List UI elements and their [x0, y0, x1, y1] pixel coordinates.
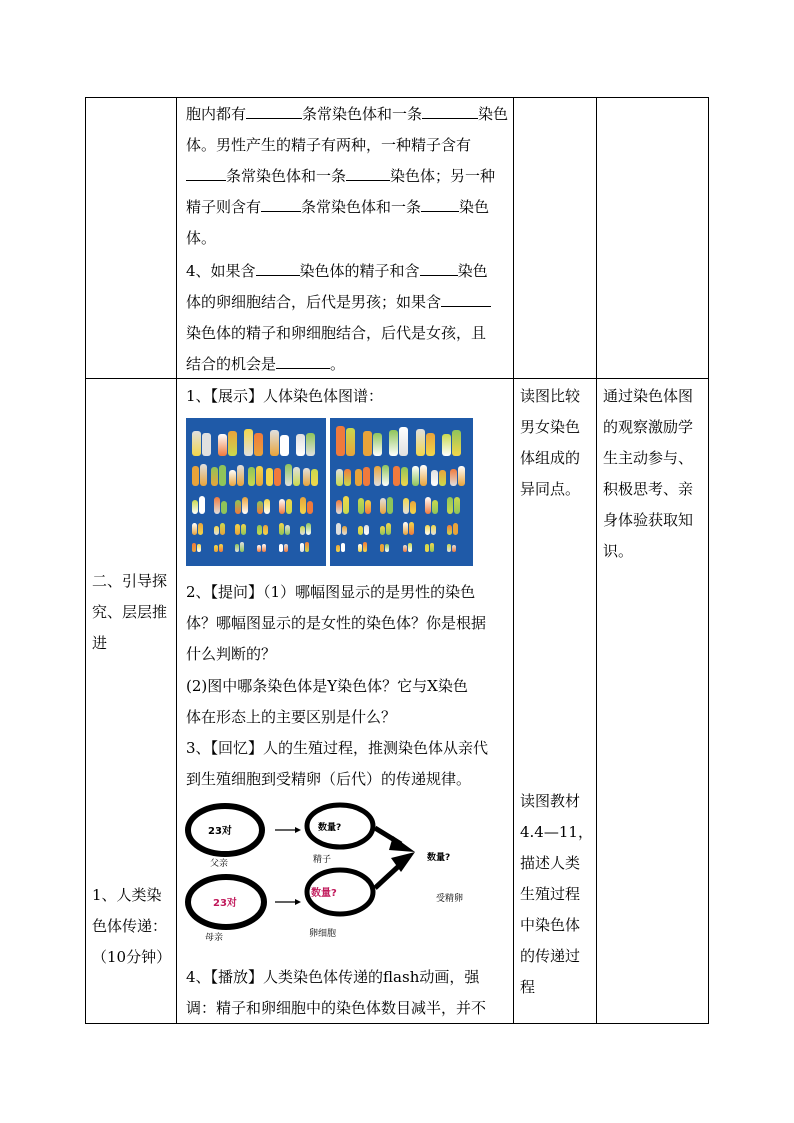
chromosome-shape [240, 542, 244, 552]
chromosome-shape [442, 434, 451, 456]
egg-count: 数量? [311, 888, 337, 899]
chromosome-shape [387, 497, 393, 514]
chromosome-shape [192, 543, 196, 552]
text-line: 胞内都有 条常染色体和一条 染色 [186, 99, 508, 130]
chromosome-shape [218, 434, 227, 456]
chromosome-shape [300, 497, 306, 514]
chromosome-shape [274, 468, 281, 486]
chromosome-shape [430, 543, 434, 552]
chromosome-shape [270, 430, 279, 456]
chromosome-shape [235, 544, 239, 552]
chromosome-shape [458, 466, 465, 486]
chromosome-shape [284, 544, 288, 552]
chromosome-shape [286, 499, 292, 514]
student-activity-2: 读图教材 4.4—11， 描述人类 生殖过程 中染色体 的传递过 程 [520, 792, 593, 996]
text-line: 体。 [186, 229, 217, 247]
stage-title-line: 进 [92, 634, 108, 652]
chromosome-shape [432, 500, 438, 514]
chromosome-shape [343, 496, 349, 514]
chromosome-shape [363, 467, 370, 486]
chromosome-shape [399, 427, 408, 456]
table-col-divider-2 [513, 97, 514, 1024]
design-intent: 通过染色体图 的观察激励学 生主动参与、 积极思考、亲 身体验获取知 识。 [603, 387, 694, 560]
table-col-divider-1 [176, 97, 177, 1024]
chromosome-shape [342, 526, 347, 535]
chromosome-shape [280, 435, 289, 456]
chromosome-shape [426, 433, 435, 456]
chromosome-shape [311, 469, 318, 486]
table-col-divider-3 [596, 97, 597, 1024]
chromosome-shape [307, 501, 313, 514]
chromosome-shape [263, 525, 268, 535]
chromosome-shape [336, 426, 345, 456]
chromosome-shape [336, 469, 343, 486]
chromosome-shape [198, 523, 203, 535]
chromosome-shape [262, 544, 266, 552]
chromosome-shape [393, 466, 400, 486]
text-line: 精子则含有 条常染色体和一条 染色 [186, 192, 489, 223]
karyotype-image-female [330, 418, 473, 566]
chromosome-shape [410, 501, 416, 514]
chromosome-shape [412, 466, 419, 486]
chromosome-shape [242, 497, 248, 514]
chromosome-shape [257, 525, 262, 535]
chromosome-shape [365, 500, 371, 514]
chromosome-shape [192, 466, 199, 486]
paragraph-recall: 3、【回忆】人的生殖过程，推测染色体从亲代 到生殖细胞到受精卵（后代）的传递规律。 [186, 739, 489, 788]
chromosome-shape [219, 465, 226, 486]
chromosome-shape [200, 464, 207, 486]
chromosome-shape [416, 429, 425, 456]
chromosome-shape [266, 468, 273, 486]
sperm-label: 精子 [313, 855, 332, 865]
table-border-left [85, 97, 86, 1024]
chromosome-shape [341, 543, 345, 552]
chromosome-shape [306, 523, 311, 535]
chromosome-shape [192, 431, 201, 456]
text-line: 条常染色体和一条 染色体；另一种 [186, 161, 495, 192]
chromosome-shape [237, 465, 244, 486]
text-line: 4、如果含 染色体的精子和含 染色 [186, 256, 488, 287]
chromosome-shape [382, 465, 389, 486]
chromosome-shape [403, 522, 408, 535]
reproduction-diagram [183, 796, 483, 946]
chromosome-shape [285, 464, 292, 486]
chromosome-shape [447, 497, 453, 514]
chromosome-shape [235, 524, 240, 535]
paragraph-question-1: 2、【提问】（1）哪幅图显示的是男性的染色 体？哪幅图显示的是女性的染色体？你是根据 什么判断的？ [186, 583, 487, 663]
chromosome-shape [229, 470, 236, 486]
chromosome-shape [425, 497, 431, 514]
chromosome-shape [409, 522, 414, 535]
chromosome-shape [219, 544, 223, 552]
chromosome-shape [336, 545, 340, 552]
chromosome-shape [235, 500, 241, 514]
chromosome-shape [358, 526, 363, 535]
chromosome-shape [452, 430, 461, 456]
chromosome-shape [264, 499, 270, 514]
chromosome-shape [386, 523, 391, 535]
chromosome-shape [192, 500, 198, 514]
chromosome-shape [431, 525, 436, 535]
chromosome-shape [214, 526, 219, 535]
paragraph-question-2: (2)图中哪条染色体是Y染色体？它与X染色 体在形态上的主要区别是什么？ [186, 677, 468, 726]
chromosome-shape [389, 430, 398, 456]
chromosome-shape [336, 500, 342, 514]
chromosome-shape [279, 523, 284, 535]
chromosome-shape [303, 468, 310, 486]
chromosome-shape [293, 467, 300, 486]
chromosome-shape [306, 433, 315, 456]
chromosome-shape [425, 544, 429, 552]
mother-label: 母亲 [205, 933, 224, 943]
chromosome-shape [453, 523, 458, 535]
chromosome-shape [220, 523, 225, 535]
sub-title-line: 色体传递： [92, 917, 168, 935]
chromosome-shape [344, 469, 351, 486]
chromosome-shape [363, 431, 372, 456]
chromosome-shape [221, 501, 227, 514]
mother-count: 23对 [213, 898, 237, 909]
chromosome-shape [363, 542, 367, 552]
chromosome-shape [401, 467, 408, 486]
chromosome-shape [358, 498, 364, 514]
father-count: 23对 [208, 826, 232, 837]
chromosome-shape [228, 431, 237, 456]
chromosome-shape [279, 499, 285, 514]
chromosome-shape [447, 544, 451, 552]
chromosome-shape [373, 433, 382, 456]
chromosome-shape [202, 433, 211, 456]
paragraph-play: 4、【播放】人类染色体传递的flash动画，强 调：精子和卵细胞中的染色体数目减半，并不 [186, 968, 487, 1017]
text-line: 体。男性产生的精子有两种，一种精子含有 [186, 136, 472, 154]
chromosome-shape [211, 467, 218, 486]
chromosome-shape [256, 466, 263, 486]
chromosome-shape [380, 544, 384, 552]
chromosome-shape [420, 465, 427, 486]
sperm-count: 数量? [318, 823, 342, 833]
chromosome-shape [431, 470, 438, 486]
chromosome-shape [403, 498, 409, 514]
chromosome-shape [257, 501, 263, 514]
student-activity-1: 读图比较 男女染色 体组成的 异同点。 [520, 387, 581, 498]
chromosome-shape [257, 545, 261, 552]
chromosome-shape [380, 526, 385, 535]
sub-title-line: 1、人类染 [92, 886, 162, 904]
chromosome-shape [355, 469, 362, 486]
chromosome-shape [408, 543, 412, 552]
chromosome-shape [358, 544, 362, 552]
chromosome-shape [197, 544, 201, 552]
text-line: 结合的机会是 。 [186, 349, 345, 380]
chromosome-shape [241, 524, 246, 535]
karyotype-image-male [186, 418, 326, 566]
chromosome-shape [450, 469, 457, 486]
chromosome-shape [385, 544, 389, 552]
chromosome-shape [380, 498, 386, 514]
father-label: 父亲 [210, 859, 229, 869]
stage-title-line: 二、引导探 [92, 572, 168, 590]
chromosome-shape [192, 523, 197, 535]
chromosome-shape [300, 543, 304, 552]
table-border-right [708, 97, 709, 1024]
chromosome-shape [439, 470, 446, 486]
chromosome-shape [425, 525, 430, 535]
chromosome-shape [214, 545, 218, 552]
egg-label: 卵细胞 [309, 929, 337, 939]
chromosome-shape [279, 544, 283, 552]
text-line: 染色体的精子和卵细胞结合，后代是女孩，且 [186, 324, 487, 342]
zygote-count: 数量? [427, 853, 451, 863]
chromosome-shape [300, 526, 305, 535]
zygote-label: 受精卵 [436, 894, 464, 904]
chromosome-shape [305, 542, 309, 552]
chromosome-shape [244, 429, 253, 456]
chromosome-shape [447, 525, 452, 535]
chromosome-shape [364, 525, 369, 535]
chromosome-shape [214, 497, 220, 514]
chromosome-shape [336, 523, 341, 535]
stage-title-line: 究、层层推 [92, 603, 168, 621]
sub-title-line: （10分钟） [92, 948, 172, 966]
paragraph-show: 1、【展示】人体染色体图谱： [186, 387, 384, 405]
chromosome-shape [346, 428, 355, 456]
chromosome-shape [454, 497, 460, 514]
table-border-top [85, 97, 709, 98]
chromosome-shape [248, 467, 255, 486]
table-row-divider [85, 378, 709, 379]
chromosome-shape [199, 496, 205, 514]
chromosome-shape [452, 545, 456, 552]
chromosome-shape [285, 525, 290, 535]
chromosome-shape [374, 466, 381, 486]
chromosome-shape [254, 433, 263, 456]
text-line: 体的卵细胞结合，后代是男孩；如果含 [186, 287, 491, 318]
egg-to-zygote-arrow [375, 864, 401, 888]
chromosome-shape [403, 545, 407, 552]
chromosome-shape [296, 434, 305, 456]
